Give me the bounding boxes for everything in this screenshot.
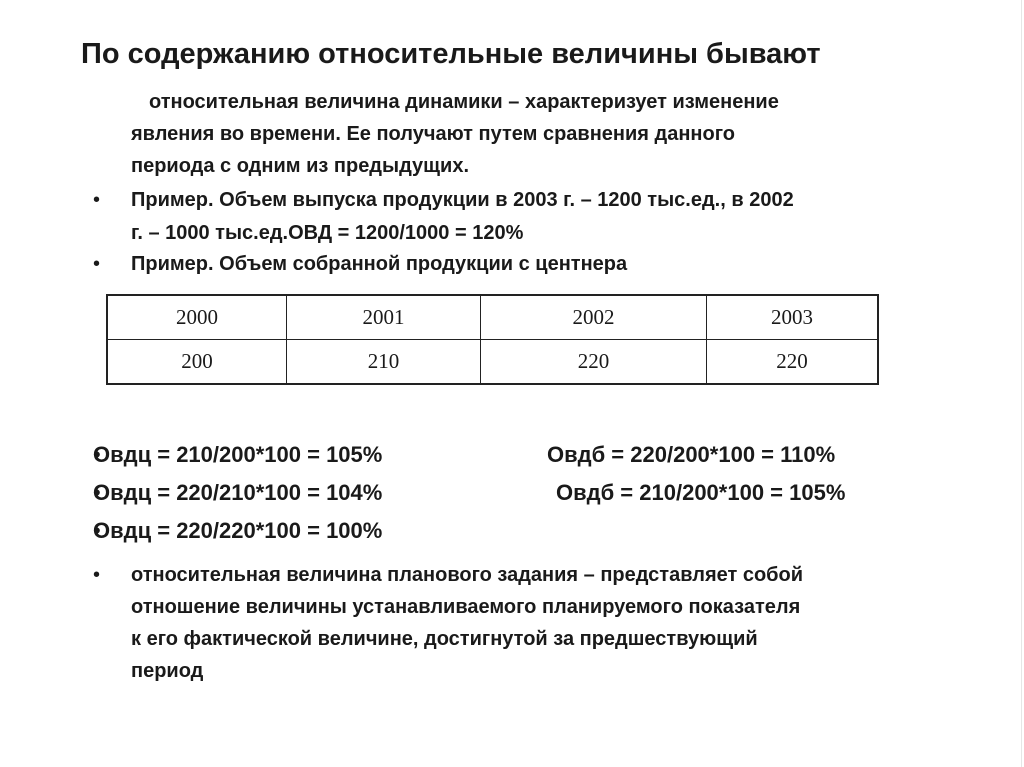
plan-line: относительная величина планового задания – представляет собой <box>131 564 804 586</box>
table-cell: 210 <box>287 340 481 385</box>
table-cell: 2001 <box>287 295 481 340</box>
example-line: Пример. Объем выпуска продукции в 2003 г. – 1200 тыс.ед., в 2002 <box>131 189 794 211</box>
table-cell: 2003 <box>707 295 879 340</box>
table-cell: 2000 <box>107 295 287 340</box>
intro-line: периода с одним из предыдущих. <box>131 155 469 177</box>
table-cell: 200 <box>107 340 287 385</box>
slide-title: По содержанию относительные величины бывают <box>81 38 821 70</box>
chain-index: • Овдц = 220/210*100 = 104% <box>93 480 383 505</box>
example-line: г. – 1000 тыс.ед.ОВД = 1200/1000 = 120% <box>131 222 524 244</box>
plan-line: к его фактической величине, достигнутой за предшествующий <box>131 628 758 650</box>
yield-table <box>106 294 879 385</box>
base-index: Овдб = 210/200*100 = 105% <box>556 480 846 505</box>
bullet-list <box>93 248 993 281</box>
slide-edge <box>1021 0 1022 767</box>
bullet-plan-definition <box>93 559 1013 687</box>
bullet-list <box>93 559 1013 687</box>
table-cell: 220 <box>707 340 879 385</box>
calculation-list <box>93 436 993 550</box>
bullet-example-output <box>93 184 993 250</box>
table-cell: 2002 <box>481 295 707 340</box>
chain-index: • Овдц = 220/220*100 = 100% <box>93 518 383 543</box>
table-header-row <box>107 295 878 340</box>
table-cell: 220 <box>481 340 707 385</box>
bullet-list <box>93 184 993 250</box>
chain-index: • Овдц = 210/200*100 = 105% <box>93 442 383 467</box>
calculation-row <box>93 436 993 474</box>
plan-line: отношение величины устанавливаемого планируемого показателя <box>131 596 801 618</box>
calculation-row <box>93 512 993 550</box>
intro-paragraph <box>131 86 991 182</box>
table-row <box>107 340 878 385</box>
intro-line: явления во времени. Ее получают путем сравнения данного <box>131 123 735 145</box>
plan-line: период <box>131 660 204 682</box>
calculation-row <box>93 474 993 512</box>
bullet-example-harvest: • Пример. Объем собранной продукции с центнера <box>93 248 993 281</box>
intro-line: относительная величина динамики – характеризует изменение <box>149 91 779 113</box>
base-index: Овдб = 220/200*100 = 110% <box>547 442 836 467</box>
